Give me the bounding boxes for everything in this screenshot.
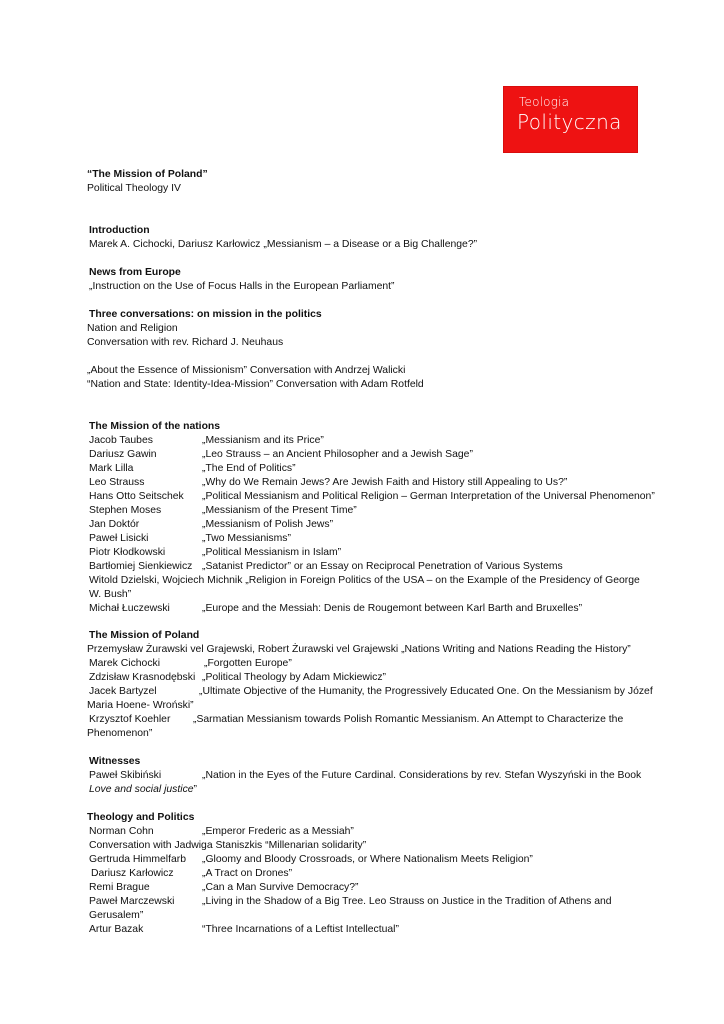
entry-author: Dariusz Karłowicz xyxy=(91,868,174,879)
conversation-line: „About the Essence of Missionism” Conversation with Andrzej Walicki xyxy=(87,365,406,376)
entry-author: Norman Cohn xyxy=(89,826,154,837)
entry-continuation: W. Bush” xyxy=(89,589,132,600)
entry-title: „Forgotten Europe” xyxy=(204,658,292,669)
entry-author: Dariusz Gawin xyxy=(89,449,157,460)
toc-entry xyxy=(89,713,624,726)
logo-line-2: Polityczna xyxy=(517,110,622,134)
entry-author: Zdzisław Krasnodębski xyxy=(89,672,196,683)
entry-title: „Nation in the Eyes of the Future Cardinal. Considerations by rev. Stefan Wyszyński in the Book xyxy=(202,770,642,781)
logo-teologia-polityczna xyxy=(503,86,638,153)
toc-entry xyxy=(89,685,653,698)
toc-entry xyxy=(89,657,292,670)
toc-entry xyxy=(89,923,399,936)
entry-author: Leo Strauss xyxy=(89,477,145,488)
toc-entry xyxy=(89,434,324,447)
entry-author: Jacek Bartyzel xyxy=(89,686,157,697)
section-heading-conversations: Three conversations: on mission in the politics xyxy=(89,309,322,320)
toc-entry xyxy=(89,518,334,531)
toc-entry xyxy=(89,546,342,559)
entry-title: „Two Messianisms” xyxy=(202,533,291,544)
entry-continuation xyxy=(89,783,197,796)
entry-author: Jan Doktór xyxy=(89,519,140,530)
logo-line-1: Teologia xyxy=(519,95,570,109)
entry-author: Hans Otto Seitschek xyxy=(89,491,184,502)
entry-title: „Political Messianism in Islam” xyxy=(202,547,342,558)
entry-title: „Satanist Predictor” or an Essay on Reciprocal Penetration of Various Systems xyxy=(202,561,563,572)
entry-title: „Sarmatian Messianism towards Polish Romantic Messianism. An Attempt to Characterize the xyxy=(193,714,624,725)
toc-entry xyxy=(89,853,533,866)
entry-title: „Leo Strauss – an Ancient Philosopher and a Jewish Sage” xyxy=(202,449,473,460)
issue-title: “The Mission of Poland” xyxy=(87,169,208,180)
section-heading-poland: The Mission of Poland xyxy=(89,630,200,641)
toc-entry xyxy=(89,839,366,852)
entry-title: „Can a Man Survive Democracy?” xyxy=(202,882,359,893)
entry-author: Conversation with Jadwiga Staniszkis “Millenarian solidarity” xyxy=(89,840,367,851)
entry-title: „Why do We Remain Jews? Are Jewish Faith and History still Appealing to Us?” xyxy=(202,477,568,488)
book-title: Love and social justice xyxy=(89,784,194,795)
entry-title: „Ultimate Objective of the Humanity, the Progressively Educated One. On the Messianism by Józef xyxy=(199,686,653,697)
entry-author: Mark Lilla xyxy=(89,463,134,474)
entry-author: Remi Brague xyxy=(89,882,150,893)
entry-continuation: Phenomenon” xyxy=(87,728,153,739)
toc-entry xyxy=(89,448,473,461)
section-heading-nations: The Mission of the nations xyxy=(89,421,221,432)
toc-entry xyxy=(89,490,655,503)
toc-entry xyxy=(89,825,354,838)
issue-subtitle: Political Theology IV xyxy=(87,183,181,194)
entry-title: „The End of Politics” xyxy=(202,463,296,474)
entry-author: Stephen Moses xyxy=(89,505,162,516)
section-heading-introduction: Introduction xyxy=(89,225,150,236)
toc-entry xyxy=(89,881,359,894)
entry-author: Gertruda Himmelfarb xyxy=(89,854,187,865)
toc-entry xyxy=(89,895,612,908)
toc-entry xyxy=(91,867,293,880)
conversation-line: “Nation and State: Identity-Idea-Mission” Conversation with Adam Rotfeld xyxy=(87,379,424,390)
entry-title: „Gloomy and Bloody Crossroads, or Where Nationalism Meets Religion” xyxy=(202,854,533,865)
toc-entry xyxy=(89,671,387,684)
entry-author: Piotr Kłodkowski xyxy=(89,547,166,558)
section-heading-witnesses: Witnesses xyxy=(89,756,141,767)
entry-author: Witold Dzielski, Wojciech Michnik xyxy=(89,575,243,586)
intro-entry: Marek A. Cichocki, Dariusz Karłowicz „Messianism – a Disease or a Big Challenge?” xyxy=(89,239,478,250)
entry-author: Krzysztof Koehler xyxy=(89,714,171,725)
entry-continuation: Maria Hoene- Wroński” xyxy=(87,700,194,711)
news-entry: „Instruction on the Use of Focus Halls in the European Parliament” xyxy=(89,281,395,292)
section-heading-theology: Theology and Politics xyxy=(87,812,195,823)
conversation-line: Nation and Religion xyxy=(87,323,178,334)
toc-entry xyxy=(89,560,563,573)
toc-entry xyxy=(89,504,357,517)
toc-entry xyxy=(89,602,583,615)
entry-author: Paweł Lisicki xyxy=(89,533,149,544)
entry-title: „Religion in Foreign Politics of the USA – on the Example of the Presidency of George xyxy=(245,575,640,586)
entry-title: „Messianism of Polish Jews” xyxy=(202,519,334,530)
entry-title: „Political Messianism and Political Religion – German Interpretation of the Universal Phenomenon” xyxy=(202,491,655,502)
entry-title: „Living in the Shadow of a Big Tree. Leo Strauss on Justice in the Tradition of Athens and xyxy=(202,896,612,907)
entry-title: „Messianism of the Present Time” xyxy=(202,505,357,516)
entry-title: „Political Theology by Adam Mickiewicz” xyxy=(202,672,387,683)
entry-author: Michał Łuczewski xyxy=(89,603,170,614)
entry-author: Marek Cichocki xyxy=(89,658,161,669)
entry-title: „Europe and the Messiah: Denis de Rougemont between Karl Barth and Bruxelles” xyxy=(202,603,583,614)
entry-author: Bartłomiej Sienkiewicz xyxy=(89,561,193,572)
entry-title: “Three Incarnations of a Leftist Intellectual” xyxy=(202,924,399,935)
entry-author: Artur Bazak xyxy=(89,924,144,935)
section-heading-news: News from Europe xyxy=(89,267,181,278)
entry-title: „A Tract on Drones” xyxy=(202,868,293,879)
toc-entry xyxy=(89,462,296,475)
toc-entry xyxy=(89,769,642,782)
entry-author: Paweł Skibiński xyxy=(89,770,162,781)
entry-title: „Emperor Frederic as a Messiah” xyxy=(202,826,354,837)
poland-line: Przemysław Żurawski vel Grajewski, Robert Żurawski vel Grajewski „Nations Writing and Nations Reading the History” xyxy=(87,644,631,655)
toc-entry xyxy=(89,574,640,587)
toc-entry xyxy=(89,532,291,545)
closing-quote: ” xyxy=(193,784,198,795)
entry-author: Jacob Taubes xyxy=(89,435,153,446)
toc-entry xyxy=(89,476,568,489)
entry-author: Paweł Marczewski xyxy=(89,896,175,907)
entry-continuation: Gerusalem” xyxy=(89,910,144,921)
entry-title: „Messianism and its Price” xyxy=(202,435,324,446)
conversation-line: Conversation with rev. Richard J. Neuhaus xyxy=(87,337,284,348)
